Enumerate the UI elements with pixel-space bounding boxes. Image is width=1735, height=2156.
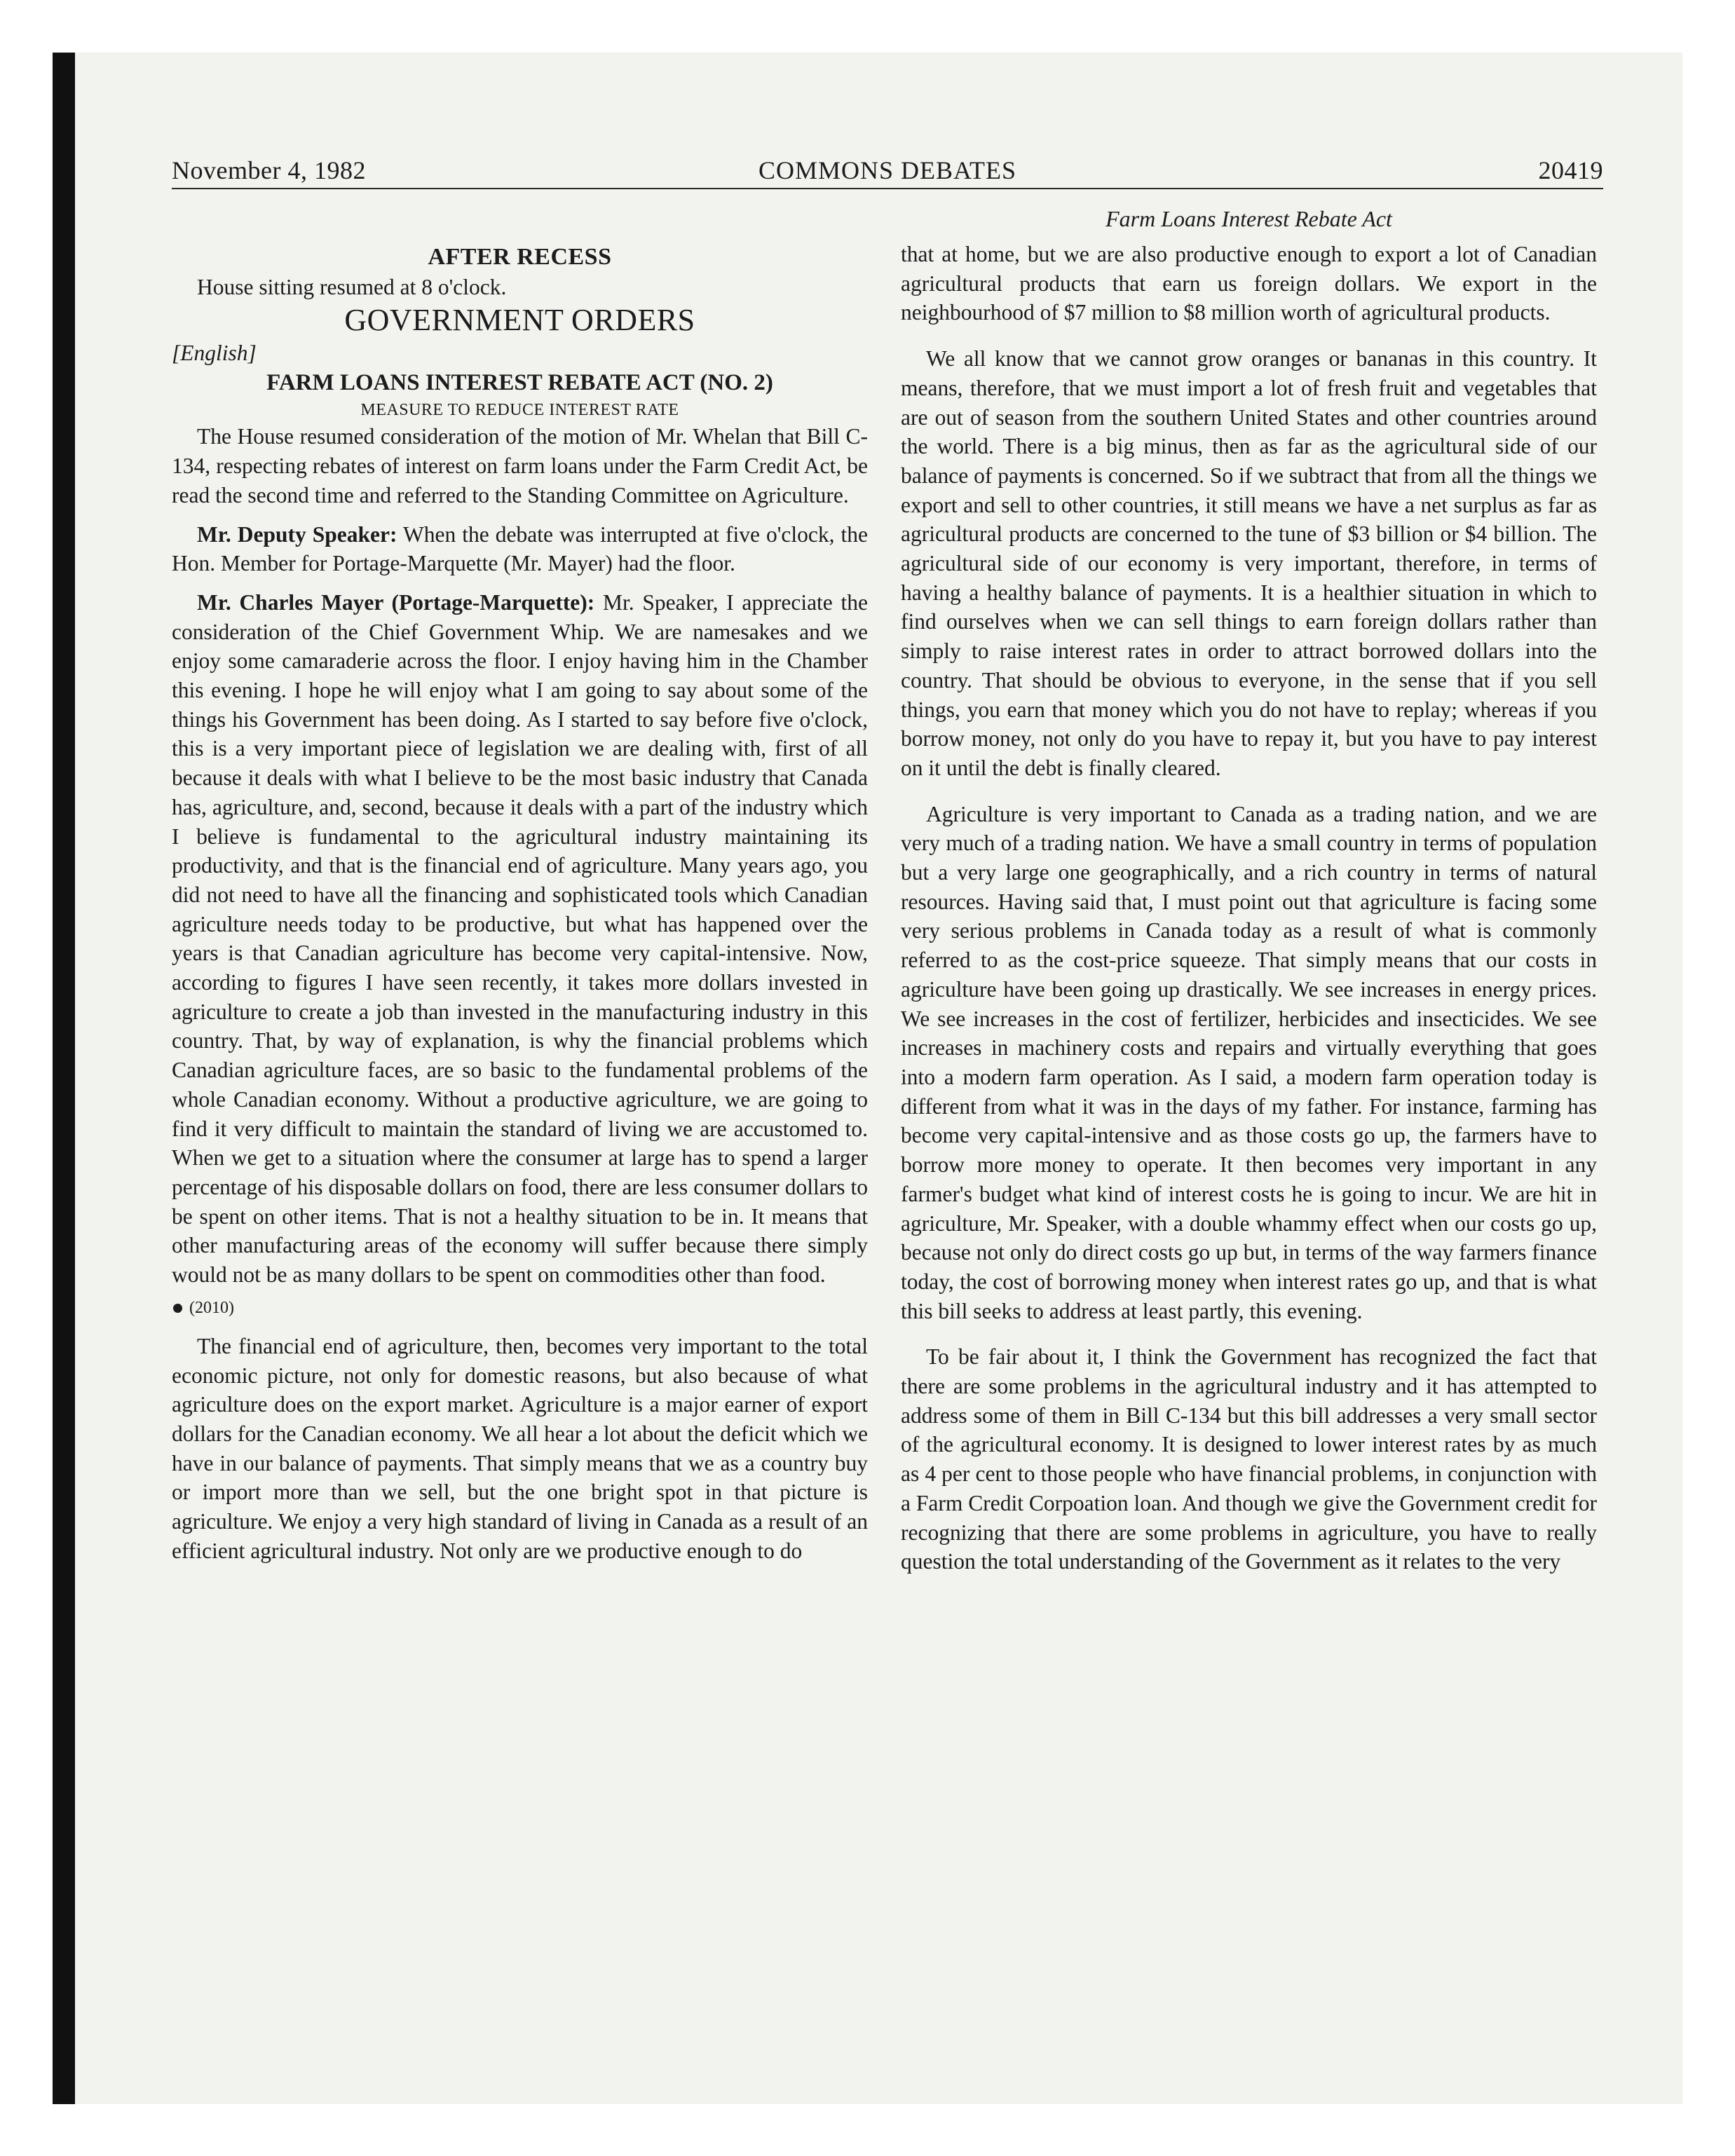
speaker-name: Mr. Deputy Speaker: <box>197 521 397 547</box>
motion-paragraph: The House resumed consideration of the motion of Mr. Whelan that Bill C-134, respecting rebates of interest on farm loans under the Farm Credit Act, be read the second time and referred to the Standing Committee on Agriculture. <box>172 424 868 507</box>
bullet-dot-icon <box>173 1304 182 1313</box>
financial-end-paragraph: The financial end of agriculture, then, becomes very important to the total economic picture, not only for domestic reasons, but also because of what agriculture does on the export market. Agriculture is a major earner of export dollars for the Canadian economy. We all hear a lot about the deficit which we have in our balance of payments. That simply means that we as a country buy or import more than we sell, but the one bright spot in that picture is agriculture. We enjoy a very high standard of living in Canada as a result of an efficient agricultural industry. Not only are we productive enough to do <box>172 1333 868 1563</box>
mayer-paragraph <box>172 588 868 1290</box>
government-orders-heading: GOVERNMENT ORDERS <box>344 302 695 337</box>
after-recess-heading: AFTER RECESS <box>428 244 612 270</box>
speech-text: Mr. Speaker, I appreciate the consideration of the Chief Government Whip. We are namesakes and we enjoy some camaraderie across the floor. I enjoy having him in the Chamber this evening. I hope he will enjoy what I am going to say about some of the things his Government has been doing. As I started to say before five o'clock, this is a very important piece of legislation we are dealing with, first of all because it deals with what I believe to be the most basic industry that Canada has, agriculture, and, second, because it deals with a part of the industry which I believe is fundamental to the agricultural industry maintaining its productivity, and that is the financial end of agriculture. Many years ago, you did not need to have all the financing and sophisticated tools which Canadian agriculture needs today to be productive, but what has happened over the years is that Canadian agriculture has become very capital-intensive. Now, according to figures I have seen recently, it takes more dollars invested in agriculture to create a job than invested in the manufacturing industry in this country. That, by way of explanation, is why the financial problems which Canadian agriculture faces, are so basic to the fundamental problems of the whole Canadian economy. Without a productive agriculture, we are going to find it very difficult to maintain the standard of living we are accustomed to. When we get to a situation where the consumer at large has to spend a larger percentage of his disposable dollars on food, there are less consumer dollars to be spent on other items. That is not a healthy situation to be in. It means that other manufacturing areas of the economy will suffer because there simply would not be as many dollars to be spent on commodities other than food. <box>172 589 869 1288</box>
sitting-resumed-line: House sitting resumed at 8 o'clock. <box>197 275 507 299</box>
time-marker-text: (2010) <box>189 1298 234 1317</box>
bill-heading: FARM LOANS INTEREST REBATE ACT (NO. 2) <box>266 370 773 396</box>
running-header <box>172 153 1603 189</box>
trading-nation-paragraph: Agriculture is very important to Canada as a trading nation, and we are very much of a trading nation. We have a small country in terms of population but a very large one geographically, and a rich country in terms of natural resources. Having said that, I must point out that agriculture is facing some very serious problems in Canada today as a result of what is commonly referred to as the cost-price squeeze. That simply means that our costs in agriculture have been going up drastically. We see increases in energy prices. We see increases in the cost of fertilizer, herbicides and insecticides. We see increases in machinery costs and repairs and virtually everything that goes into a modern farm operation. As I said, a modern farm operation today is different from what it was in the days of my father. For instance, farming has become very capital-intensive and as those costs go up, the farmers have to borrow more money to operate. It then becomes very important in any farmer's budget what kind of interest costs he is going to incur. We are hit in agriculture, Mr. Speaker, with a double whammy effect when our costs go up, because not only do direct costs go up but, in terms of the way farmers finance today, the cost of borrowing money when interest rates go up, and that is what this bill seeks to address at least partly, this evening. <box>901 801 1597 1323</box>
right-column <box>901 203 1597 1576</box>
continued-paragraph: that at home, but we are also productive enough to export a lot of Canadian agricultural products that earn us foreign dollars. We export in the neighbourhood of $7 million to $8 million worth of agricultural products. <box>901 242 1597 325</box>
header-page-number: 20419 <box>1538 156 1603 184</box>
speech-text: When the debate was interrupted at five o'clock, the Hon. Member for Portage-Marquette (Mr. Mayer) had the floor. <box>172 521 869 576</box>
speaker-name: Mr. Charles Mayer (Portage-Marquette): <box>197 589 595 615</box>
header-date: November 4, 1982 <box>172 156 366 184</box>
header-publication: COMMONS DEBATES <box>758 156 1017 184</box>
deputy-speaker-paragraph <box>172 520 868 578</box>
time-marker <box>172 1294 868 1322</box>
scan-edge-bar <box>53 53 75 2104</box>
fair-about-it-paragraph: To be fair about it, I think the Government has recognized the fact that there are some problems in the agricultural industry and it has attempted to address some of them in Bill C-134 but this bill addresses a very small sector of the agricultural economy. It is designed to lower interest rates by as much as 4 per cent to those people who have financial problems, in conjunction with a Farm Credit Corpoation loan. And though we give the Government credit for recognizing that there are some problems in agriculture, you have to really question the total understanding of the Government as it relates to the very <box>901 1344 1597 1574</box>
section-running-title: Farm Loans Interest Rebate Act <box>1105 206 1392 231</box>
language-tag: [English] <box>172 340 257 365</box>
bill-subheading: MEASURE TO REDUCE INTEREST RATE <box>360 401 679 420</box>
oranges-paragraph: We all know that we cannot grow oranges or bananas in this country. It means, therefore, that we must import a lot of fresh fruit and vegetables that are out of season from the southern United States and other countries around the world. There is a big minus, then as far as the agricultural side of our balance of payments is concerned. So if we subtract that from all the things we export and sell to other countries, it still means we have a net surplus as far as agricultural products are concerned to the tune of $3 billion or $4 billion. The agricultural side of our economy is very important, therefore, in terms of having a healthy balance of payments. It is a healthier situation in which to find ourselves when we can sell things to earn foreign dollars rather than simply to raise interest rates in order to attract borrowed dollars into the country. That should be obvious to everyone, in the sense that if you sell things, you earn that money which you do not have to replay; whereas if you borrow money, not only do you have to repay it, but you have to pay interest on it until the debt is finally cleared. <box>901 346 1597 780</box>
left-column <box>172 242 868 1565</box>
